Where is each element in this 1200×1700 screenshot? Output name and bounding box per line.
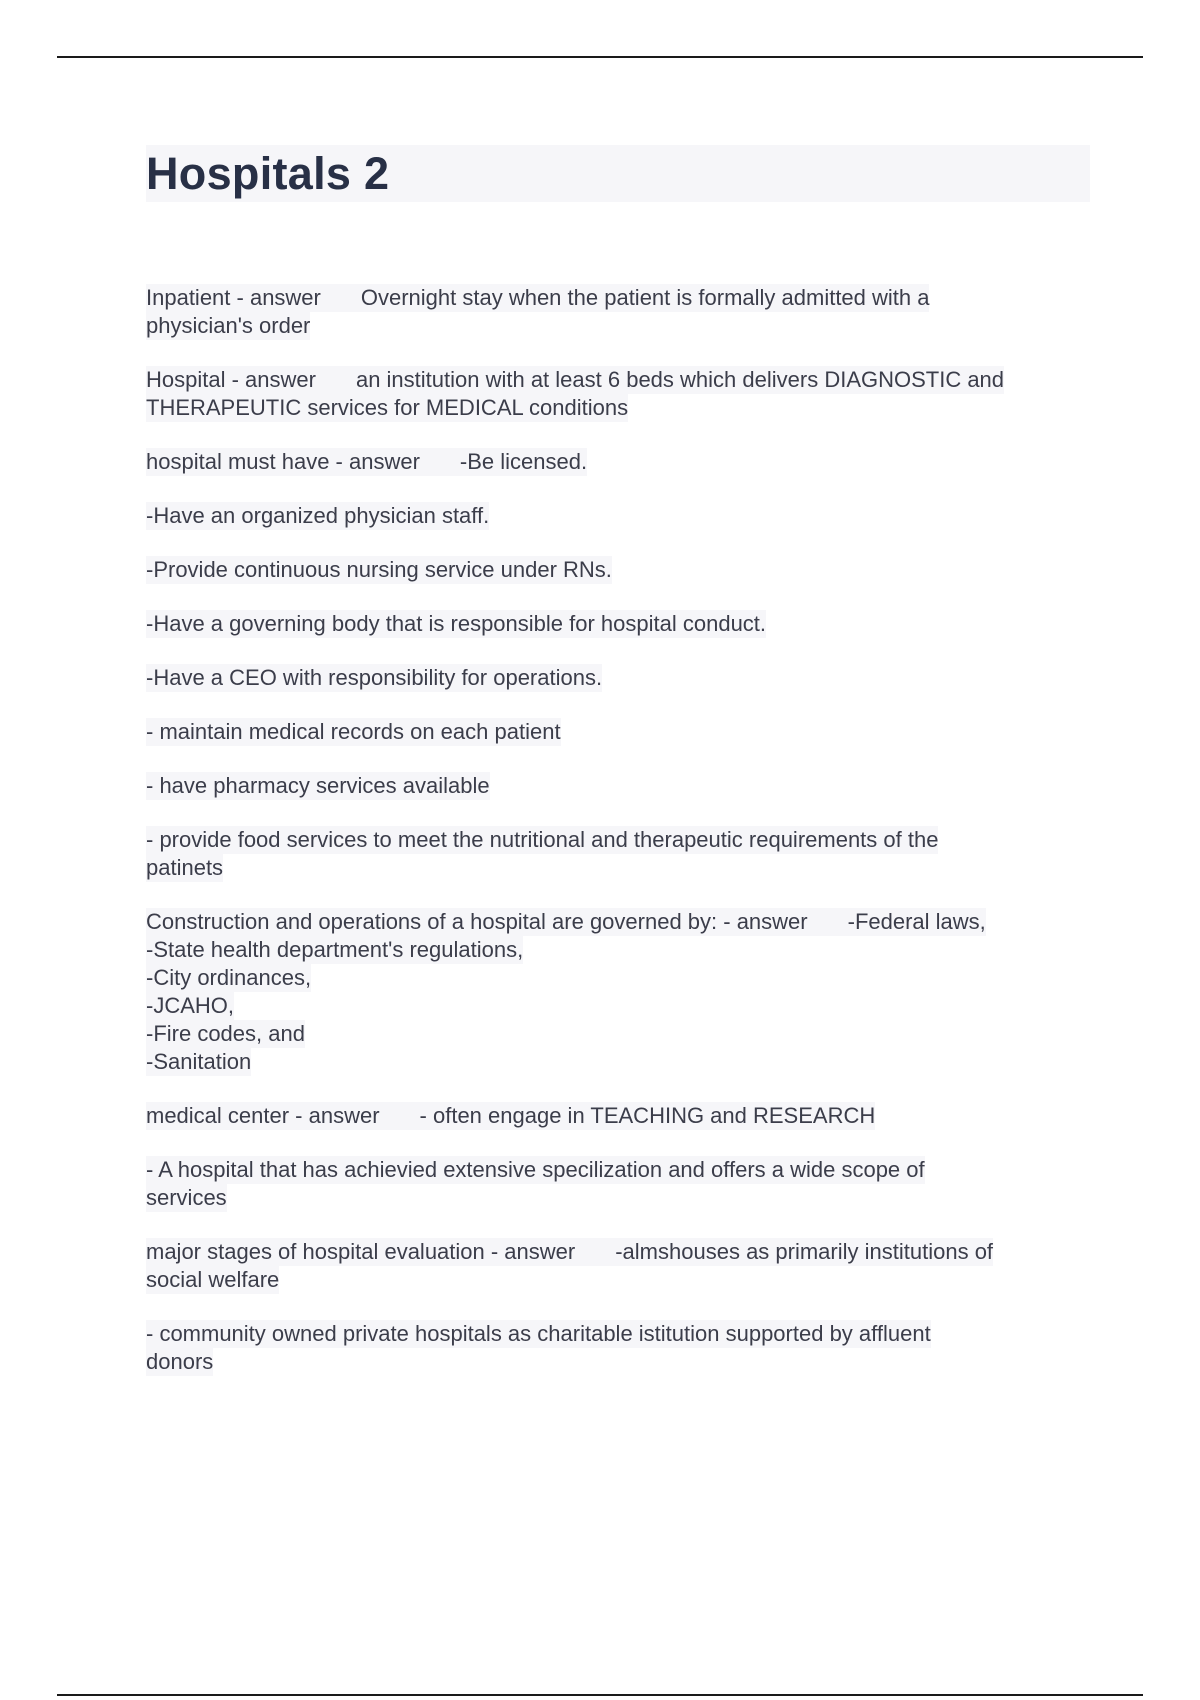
text-line [146, 826, 938, 854]
entry-term: medical center - answer [146, 1103, 380, 1128]
list-item [146, 1156, 1090, 1212]
text-line [146, 1266, 279, 1294]
entry-text: -Sanitation [146, 1049, 252, 1074]
text-line [146, 556, 612, 584]
list-item [146, 502, 1090, 530]
entry-text: - have pharmacy services available [146, 773, 490, 798]
text-line [146, 448, 587, 476]
text-line [146, 394, 628, 422]
entry-text: THERAPEUTIC services for MEDICAL conditions [146, 395, 629, 420]
list-item [146, 826, 1090, 882]
entry-term: hospital must have - answer [146, 449, 420, 474]
entry-text: -Be licensed. [459, 449, 588, 474]
entry-text: -Have an organized physician staff. [146, 503, 490, 528]
text-line [146, 1156, 925, 1184]
entry-text: donors [146, 1349, 214, 1374]
entry-text: physician's order [146, 313, 311, 338]
entry-text: -Have a governing body that is responsible for hospital conduct. [146, 611, 767, 636]
list-item [146, 448, 1090, 476]
page-title: Hospitals 2 [146, 145, 1090, 202]
entry-text: services [146, 1185, 227, 1210]
list-item [146, 1320, 1090, 1376]
entry-text: - community owned private hospitals as charitable istitution supported by affluent [146, 1321, 931, 1346]
text-line [146, 284, 929, 312]
entry-text: - maintain medical records on each patient [146, 719, 561, 744]
entry-list [146, 284, 1090, 1376]
text-line [146, 610, 766, 638]
list-item [146, 366, 1090, 422]
bottom-rule [57, 1694, 1143, 1696]
text-line [146, 664, 602, 692]
text-line [146, 936, 523, 964]
text-line [146, 1048, 251, 1076]
entry-text: -almshouses as primarily institutions of [615, 1239, 994, 1264]
text-line [146, 366, 1004, 394]
list-item [146, 772, 1090, 800]
list-item [146, 1102, 1090, 1130]
list-item [146, 908, 1090, 1076]
entry-text: an institution with at least 6 beds which delivers DIAGNOSTIC and [355, 367, 1005, 392]
text-line [146, 964, 311, 992]
list-item [146, 718, 1090, 746]
list-item [146, 556, 1090, 584]
text-line [146, 1348, 213, 1376]
top-rule [57, 56, 1143, 58]
text-line [146, 502, 489, 530]
entry-text: Overnight stay when the patient is formally admitted with a [360, 285, 930, 310]
entry-text: social welfare [146, 1267, 280, 1292]
entry-text: -State health department's regulations, [146, 937, 524, 962]
entry-term: major stages of hospital evaluation - answer [146, 1239, 576, 1264]
entry-term: Inpatient - answer [146, 285, 321, 310]
text-line [146, 772, 490, 800]
entry-text: -Have a CEO with responsibility for operations. [146, 665, 603, 690]
entry-text: -Federal laws, [847, 909, 986, 934]
text-line [146, 1020, 305, 1048]
list-item [146, 1238, 1090, 1294]
text-line [146, 1184, 227, 1212]
entry-term: Construction and operations of a hospital are governed by: - answer [146, 909, 808, 934]
text-line [146, 1238, 993, 1266]
list-item [146, 610, 1090, 638]
entry-text: - provide food services to meet the nutritional and therapeutic requirements of the [146, 827, 939, 852]
list-item [146, 284, 1090, 340]
entry-text: -Provide continuous nursing service under RNs. [146, 557, 612, 582]
list-item [146, 664, 1090, 692]
entry-text: -JCAHO, [146, 993, 234, 1018]
text-line [146, 908, 986, 936]
entry-text: -Fire codes, and [146, 1021, 305, 1046]
entry-text: -City ordinances, [146, 965, 312, 990]
entry-term: Hospital - answer [146, 367, 316, 392]
entry-text: patinets [146, 855, 224, 880]
text-line [146, 312, 310, 340]
text-line [146, 854, 223, 882]
text-line [146, 1320, 931, 1348]
entry-text: - often engage in TEACHING and RESEARCH [419, 1103, 876, 1128]
entry-text: - A hospital that has achievied extensive specilization and offers a wide scope of [146, 1157, 925, 1182]
text-line [146, 1102, 875, 1130]
text-line [146, 992, 234, 1020]
document-body [146, 145, 1090, 1402]
text-line [146, 718, 561, 746]
